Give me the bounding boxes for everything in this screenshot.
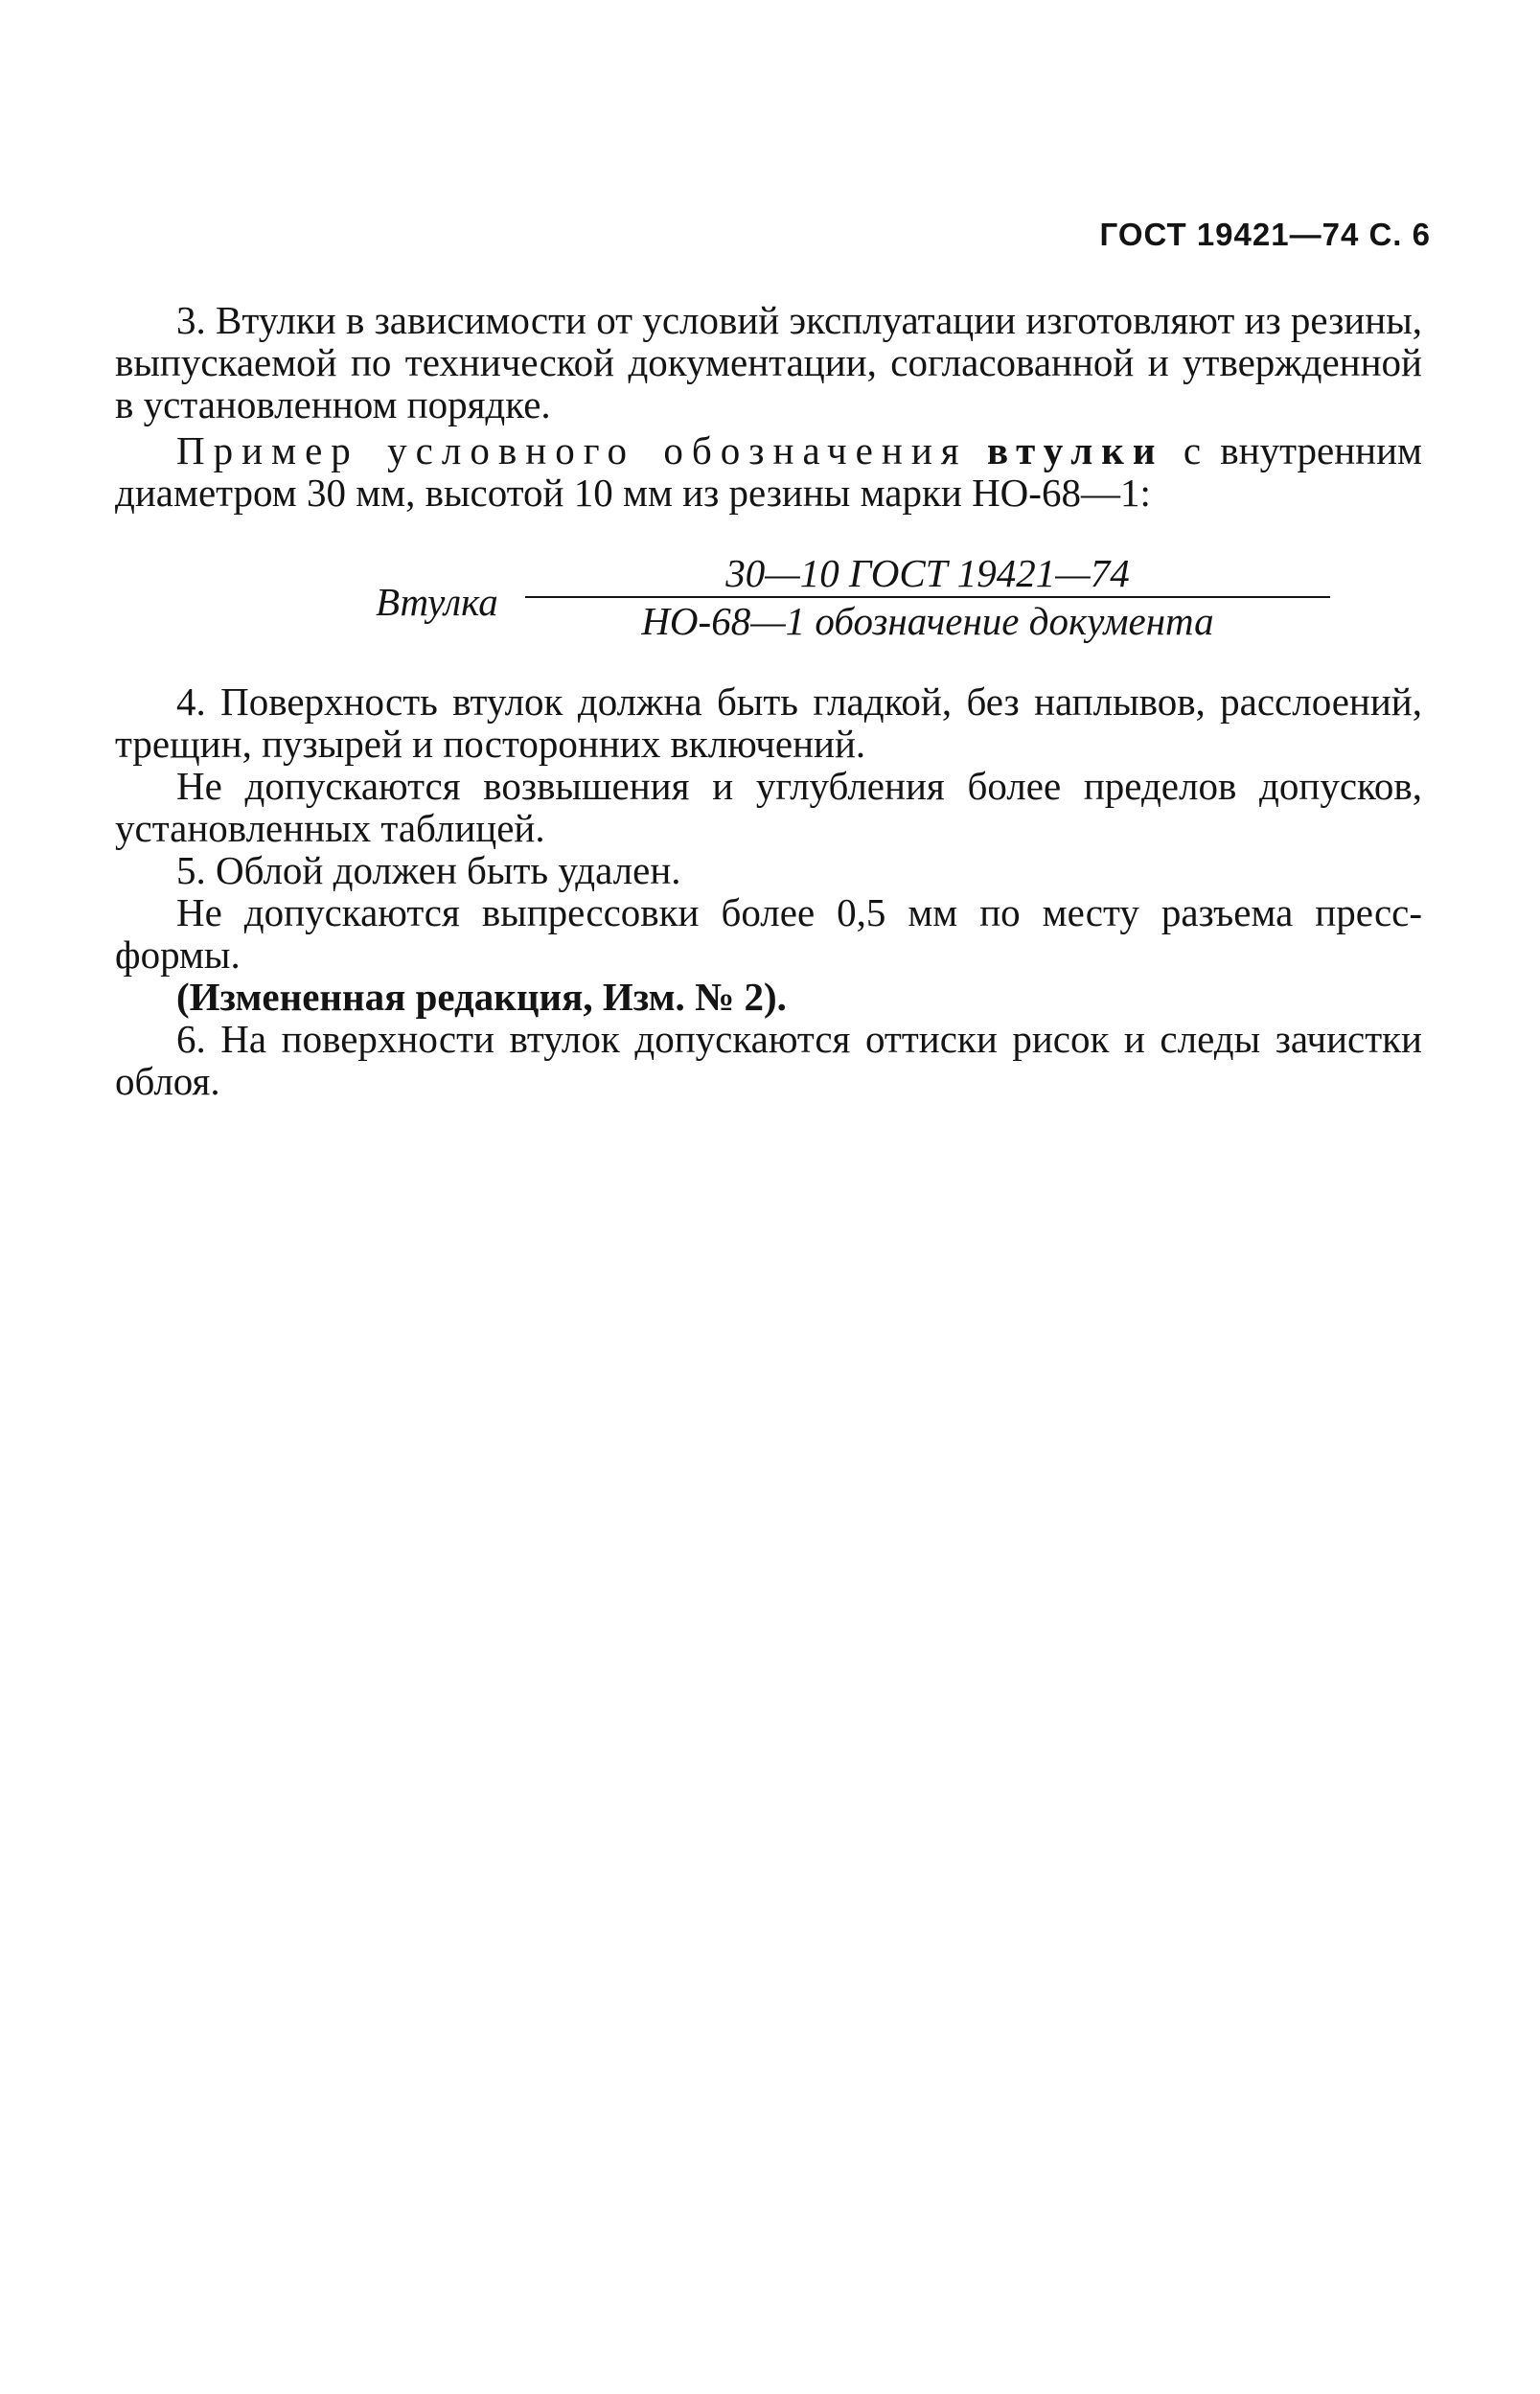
example-paragraph (115, 429, 1422, 514)
clause-5-extra: Не допускаются выпрессовки более 0,5 мм по месту разъема пресс-формы. (115, 890, 1422, 977)
clause-4-extra: Не допускаются возвышения и углубления более пределов допусков, установленных таблицей. (115, 764, 1422, 850)
example-lead: Пример условного обозначения (176, 428, 968, 472)
example-rest: с внутренним диаметром 30 мм, высотой 10 мм из резины марки НО-68—1: (115, 428, 1422, 515)
example-subject: втулки (986, 428, 1164, 472)
amendment-note: (Измененная редакция, Изм. № 2). (176, 975, 787, 1019)
page-header: ГОСТ 19421—74 С. 6 (1099, 217, 1431, 252)
clause-3: 3. Втулки в зависимости от условий эксплуатации изготовляют из резины, выпускаемой по технической документации, согласованной и утвержденной в установленном порядке. (115, 298, 1422, 426)
clause-5: 5. Облой должен быть удален. (176, 848, 681, 892)
designation-formula (115, 552, 1422, 667)
clause-4: 4. Поверхность втулок должна быть гладкой, без наплывов, расслоений, трещин, пузырей и посторонних включений. (115, 679, 1422, 766)
document-body (115, 299, 1422, 1102)
designation-denominator: НО-68—1 обозначение документа (641, 599, 1214, 643)
clause-6: 6. На поверхности втулок допускаются оттиски рисок и следы зачистки облоя. (115, 1017, 1422, 1103)
designation-numerator: 30—10 ГОСТ 19421—74 (525, 552, 1330, 598)
designation-left: Втулка (376, 580, 498, 624)
